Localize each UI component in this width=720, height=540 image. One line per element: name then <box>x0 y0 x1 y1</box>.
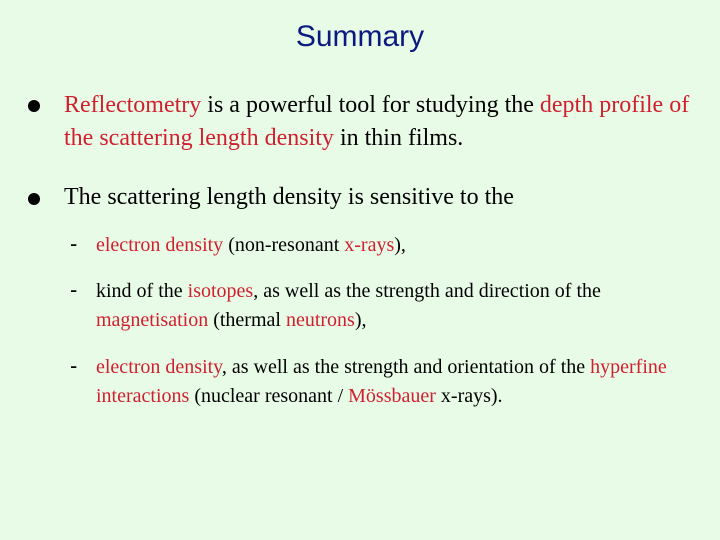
bullet-text-sensitivity: The scattering length density is sensitive to the <box>64 184 514 210</box>
text-segment: (non-resonant <box>223 234 345 256</box>
term-electron-density: electron density <box>96 234 224 256</box>
term-isotopes: isotopes <box>187 280 254 302</box>
dash-icon: - <box>70 277 78 302</box>
text-segment: kind of the <box>96 280 188 302</box>
bullet-text-reflectometry <box>64 89 704 155</box>
text-segment: , as well as the strength and direction of the <box>253 280 601 302</box>
text-segment: (thermal <box>208 309 286 331</box>
term-magnetisation: magnetisation <box>96 309 209 331</box>
term-electron-density: electron density <box>96 356 222 378</box>
term-reflectometry: Reflectometry <box>64 92 202 118</box>
term-hyperfine-interactions: hyperfine interactions <box>96 356 667 407</box>
dash-icon: - <box>70 353 78 378</box>
text-segment: ), <box>394 234 406 256</box>
term-mossbauer: Mössbauer <box>348 385 436 407</box>
bullet-icon <box>28 100 40 112</box>
sub-item-xrays <box>96 231 696 260</box>
term-neutrons: neutrons <box>285 309 355 331</box>
text-segment: , as well as the strength and orientation of the <box>221 356 591 378</box>
bullet-icon <box>28 193 40 205</box>
text-segment: in thin films. <box>333 125 464 151</box>
text-segment: is a powerful tool for studying the <box>201 92 540 118</box>
text-segment: x-rays). <box>435 385 503 407</box>
term-x-rays: x-rays <box>344 234 395 256</box>
term-depth-profile: depth profile of the scattering length density <box>64 92 690 151</box>
dash-icon: - <box>70 231 78 256</box>
sub-item-neutrons <box>96 277 696 335</box>
text-segment: ), <box>354 309 367 331</box>
sub-item-mossbauer <box>96 353 696 411</box>
text-segment: (nuclear resonant / <box>189 385 349 407</box>
page-title: Summary <box>295 20 425 53</box>
